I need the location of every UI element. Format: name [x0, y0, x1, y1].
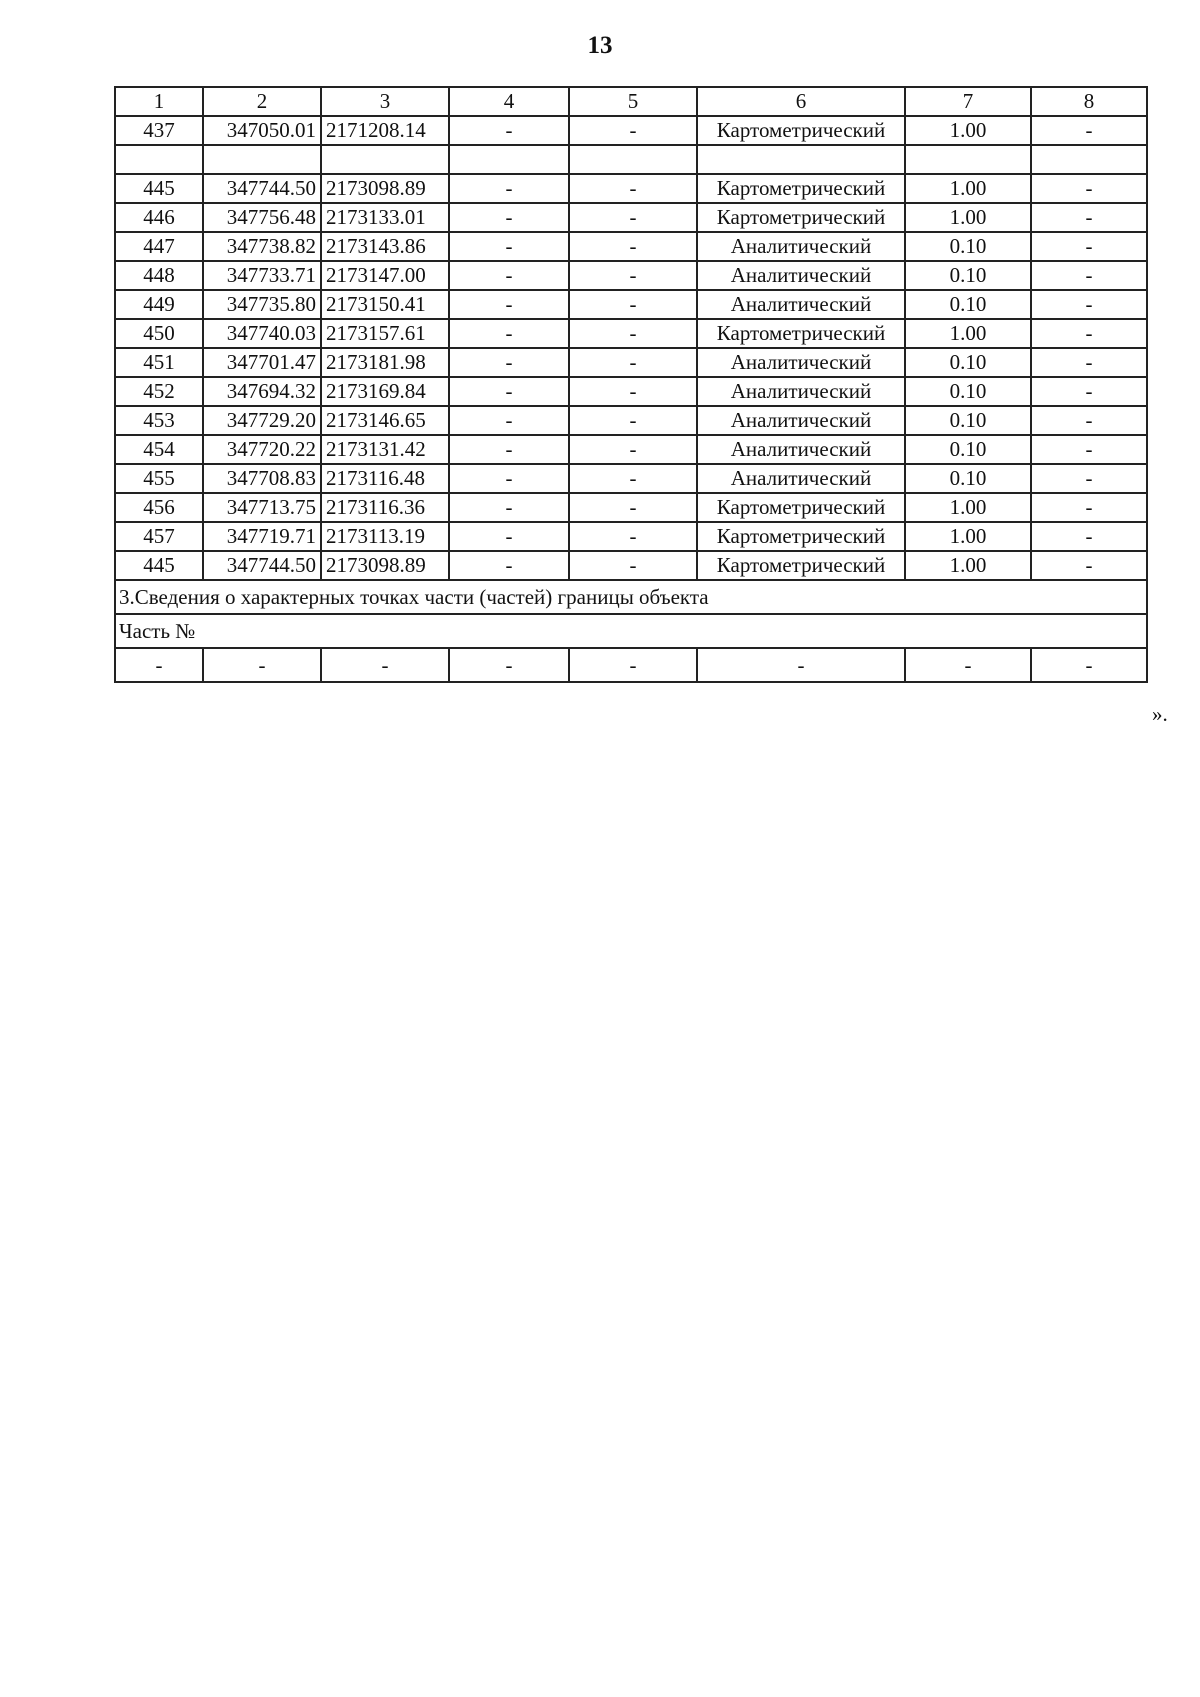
- column-number-row: [115, 87, 1147, 116]
- col4-cell: -: [449, 261, 569, 290]
- accuracy-cell: 0.10: [905, 377, 1031, 406]
- accuracy-cell: 1.00: [905, 319, 1031, 348]
- y-coordinate-cell: 2173143.86: [321, 232, 449, 261]
- y-coordinate-cell: 2173146.65: [321, 406, 449, 435]
- y-coordinate-cell: 2173150.41: [321, 290, 449, 319]
- table-row: [115, 551, 1147, 580]
- col5-cell: -: [569, 203, 697, 232]
- x-coordinate-cell: 347756.48: [203, 203, 321, 232]
- col8-cell: -: [1031, 290, 1147, 319]
- y-coordinate-cell: 2173133.01: [321, 203, 449, 232]
- x-coordinate-cell: 347050.01: [203, 116, 321, 145]
- col8-cell: -: [1031, 406, 1147, 435]
- table-cell: -: [569, 648, 697, 682]
- table-row: [115, 464, 1147, 493]
- empty-cell: [203, 145, 321, 174]
- col4-cell: -: [449, 435, 569, 464]
- point-number-cell: 454: [115, 435, 203, 464]
- method-cell: Картометрический: [697, 319, 905, 348]
- y-coordinate-cell: 2173098.89: [321, 551, 449, 580]
- table-cell: -: [1031, 648, 1147, 682]
- empty-cell: [321, 145, 449, 174]
- accuracy-cell: 0.10: [905, 348, 1031, 377]
- point-number-cell: 450: [115, 319, 203, 348]
- table-cell: -: [449, 648, 569, 682]
- x-coordinate-cell: 347720.22: [203, 435, 321, 464]
- table-row: [115, 406, 1147, 435]
- y-coordinate-cell: 2173116.48: [321, 464, 449, 493]
- accuracy-cell: 0.10: [905, 232, 1031, 261]
- empty-cell: [449, 145, 569, 174]
- point-number-cell: 455: [115, 464, 203, 493]
- accuracy-cell: 1.00: [905, 203, 1031, 232]
- table-row: [115, 348, 1147, 377]
- accuracy-cell: 0.10: [905, 290, 1031, 319]
- method-cell: Картометрический: [697, 493, 905, 522]
- empty-cell: [905, 145, 1031, 174]
- accuracy-cell: 1.00: [905, 493, 1031, 522]
- table-row: [115, 435, 1147, 464]
- empty-cell: [569, 145, 697, 174]
- page-number: 13: [587, 32, 613, 59]
- method-cell: Аналитический: [697, 348, 905, 377]
- point-number-cell: 448: [115, 261, 203, 290]
- column-number: 3: [321, 87, 449, 116]
- col8-cell: -: [1031, 261, 1147, 290]
- col4-cell: -: [449, 406, 569, 435]
- col5-cell: -: [569, 522, 697, 551]
- y-coordinate-cell: 2173157.61: [321, 319, 449, 348]
- part-points-row: [115, 648, 1147, 682]
- accuracy-cell: 1.00: [905, 116, 1031, 145]
- method-cell: Аналитический: [697, 464, 905, 493]
- x-coordinate-cell: 347719.71: [203, 522, 321, 551]
- y-coordinate-cell: 2173147.00: [321, 261, 449, 290]
- accuracy-cell: 0.10: [905, 406, 1031, 435]
- part-label: Часть №: [115, 614, 1147, 648]
- column-number: 1: [115, 87, 203, 116]
- col5-cell: -: [569, 464, 697, 493]
- column-number: 6: [697, 87, 905, 116]
- col5-cell: -: [569, 406, 697, 435]
- accuracy-cell: 0.10: [905, 435, 1031, 464]
- col8-cell: -: [1031, 232, 1147, 261]
- point-number-cell: 453: [115, 406, 203, 435]
- method-cell: Аналитический: [697, 232, 905, 261]
- point-number-cell: 449: [115, 290, 203, 319]
- y-coordinate-cell: 2171208.14: [321, 116, 449, 145]
- col5-cell: -: [569, 377, 697, 406]
- section-title-row: [115, 580, 1147, 614]
- x-coordinate-cell: 347708.83: [203, 464, 321, 493]
- table-row: [115, 522, 1147, 551]
- x-coordinate-cell: 347740.03: [203, 319, 321, 348]
- empty-row: [115, 145, 1147, 174]
- empty-cell: [115, 145, 203, 174]
- part-number-row: [115, 614, 1147, 648]
- col5-cell: -: [569, 435, 697, 464]
- col4-cell: -: [449, 348, 569, 377]
- y-coordinate-cell: 2173181.98: [321, 348, 449, 377]
- method-cell: Аналитический: [697, 406, 905, 435]
- col8-cell: -: [1031, 116, 1147, 145]
- method-cell: Аналитический: [697, 435, 905, 464]
- column-number: 7: [905, 87, 1031, 116]
- method-cell: Картометрический: [697, 174, 905, 203]
- table-cell: -: [905, 648, 1031, 682]
- x-coordinate-cell: 347701.47: [203, 348, 321, 377]
- point-number-cell: 445: [115, 551, 203, 580]
- accuracy-cell: 0.10: [905, 261, 1031, 290]
- accuracy-cell: 1.00: [905, 551, 1031, 580]
- col8-cell: -: [1031, 203, 1147, 232]
- point-number-cell: 445: [115, 174, 203, 203]
- col5-cell: -: [569, 174, 697, 203]
- table-row: [115, 232, 1147, 261]
- method-cell: Картометрический: [697, 116, 905, 145]
- col5-cell: -: [569, 261, 697, 290]
- column-number: 8: [1031, 87, 1147, 116]
- method-cell: Аналитический: [697, 377, 905, 406]
- col5-cell: -: [569, 348, 697, 377]
- col8-cell: -: [1031, 319, 1147, 348]
- point-number-cell: 446: [115, 203, 203, 232]
- table-row: [115, 203, 1147, 232]
- accuracy-cell: 1.00: [905, 522, 1031, 551]
- col5-cell: -: [569, 116, 697, 145]
- col8-cell: -: [1031, 551, 1147, 580]
- col8-cell: -: [1031, 435, 1147, 464]
- col5-cell: -: [569, 493, 697, 522]
- boundary-points-table: [114, 86, 1148, 683]
- table-row: [115, 319, 1147, 348]
- table-cell: -: [203, 648, 321, 682]
- column-number: 4: [449, 87, 569, 116]
- x-coordinate-cell: 347735.80: [203, 290, 321, 319]
- y-coordinate-cell: 2173169.84: [321, 377, 449, 406]
- point-number-cell: 447: [115, 232, 203, 261]
- col8-cell: -: [1031, 493, 1147, 522]
- table-cell: -: [321, 648, 449, 682]
- section-title: 3.Сведения о характерных точках части (частей) границы объекта: [115, 580, 1147, 614]
- point-number-cell: 452: [115, 377, 203, 406]
- empty-cell: [1031, 145, 1147, 174]
- accuracy-cell: 0.10: [905, 464, 1031, 493]
- method-cell: Аналитический: [697, 261, 905, 290]
- x-coordinate-cell: 347694.32: [203, 377, 321, 406]
- table-row: [115, 174, 1147, 203]
- y-coordinate-cell: 2173098.89: [321, 174, 449, 203]
- col4-cell: -: [449, 551, 569, 580]
- col8-cell: -: [1031, 174, 1147, 203]
- table-cell: -: [115, 648, 203, 682]
- col4-cell: -: [449, 232, 569, 261]
- method-cell: Картометрический: [697, 203, 905, 232]
- x-coordinate-cell: 347713.75: [203, 493, 321, 522]
- col4-cell: -: [449, 464, 569, 493]
- col4-cell: -: [449, 493, 569, 522]
- col5-cell: -: [569, 232, 697, 261]
- method-cell: Картометрический: [697, 522, 905, 551]
- table-row: [115, 290, 1147, 319]
- table-row: [115, 261, 1147, 290]
- col5-cell: -: [569, 551, 697, 580]
- col5-cell: -: [569, 290, 697, 319]
- x-coordinate-cell: 347738.82: [203, 232, 321, 261]
- col8-cell: -: [1031, 348, 1147, 377]
- point-number-cell: 437: [115, 116, 203, 145]
- col4-cell: -: [449, 174, 569, 203]
- y-coordinate-cell: 2173116.36: [321, 493, 449, 522]
- table-cell: -: [697, 648, 905, 682]
- x-coordinate-cell: 347729.20: [203, 406, 321, 435]
- closing-quote: ».: [1152, 702, 1168, 726]
- x-coordinate-cell: 347744.50: [203, 551, 321, 580]
- col5-cell: -: [569, 319, 697, 348]
- accuracy-cell: 1.00: [905, 174, 1031, 203]
- table-row: [115, 377, 1147, 406]
- col4-cell: -: [449, 319, 569, 348]
- table-row: [115, 493, 1147, 522]
- y-coordinate-cell: 2173113.19: [321, 522, 449, 551]
- table-row: [115, 116, 1147, 145]
- point-number-cell: 456: [115, 493, 203, 522]
- y-coordinate-cell: 2173131.42: [321, 435, 449, 464]
- col4-cell: -: [449, 377, 569, 406]
- col4-cell: -: [449, 522, 569, 551]
- col8-cell: -: [1031, 464, 1147, 493]
- x-coordinate-cell: 347733.71: [203, 261, 321, 290]
- empty-cell: [697, 145, 905, 174]
- x-coordinate-cell: 347744.50: [203, 174, 321, 203]
- point-number-cell: 451: [115, 348, 203, 377]
- col8-cell: -: [1031, 522, 1147, 551]
- method-cell: Картометрический: [697, 551, 905, 580]
- method-cell: Аналитический: [697, 290, 905, 319]
- column-number: 5: [569, 87, 697, 116]
- col4-cell: -: [449, 290, 569, 319]
- point-number-cell: 457: [115, 522, 203, 551]
- col8-cell: -: [1031, 377, 1147, 406]
- col4-cell: -: [449, 203, 569, 232]
- table-body: [115, 87, 1147, 682]
- col4-cell: -: [449, 116, 569, 145]
- column-number: 2: [203, 87, 321, 116]
